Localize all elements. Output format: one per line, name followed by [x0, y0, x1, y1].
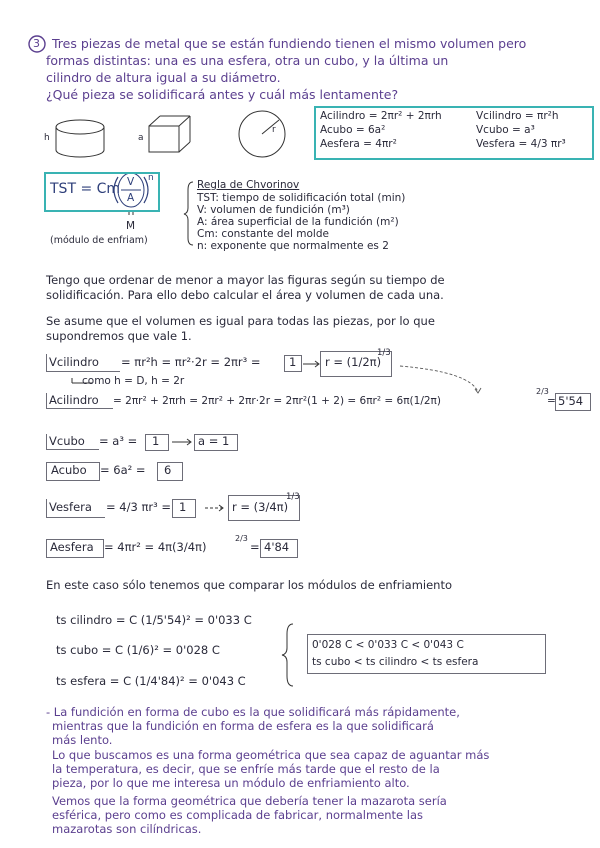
aesf-result: 4'84: [264, 540, 290, 554]
compare-values: 0'028 C < 0'033 C < 0'043 C: [312, 639, 464, 651]
intro-line-4: supondremos que vale 1.: [46, 329, 192, 343]
vesf-result: r = (3/4π): [232, 500, 289, 514]
vcubo-one: 1: [152, 434, 160, 448]
vcubo-label: Vcubo: [49, 434, 85, 448]
problem-line-2: formas distintas: una es una esfera, otra un cubo, y la última un: [46, 53, 449, 68]
vcil-result-exp: 1/3: [377, 348, 391, 358]
formula-area-cubo: Acubo = 6a²: [320, 124, 386, 136]
intro-line-1: Tengo que ordenar de menor a mayor las figuras según su tiempo de: [46, 273, 445, 287]
acubo-expr: = 6a² =: [100, 463, 146, 477]
sphere-r-label: r: [272, 125, 276, 135]
conclusion-3: más lento.: [52, 733, 113, 747]
def-tst: TST: tiempo de solidificación total (min): [197, 192, 406, 204]
formula-area-cilindro: Acilindro = 2πr² + 2πrh: [320, 110, 442, 122]
chvorinov-brace: [184, 182, 193, 245]
conclusion-1: - La fundición en forma de cubo es la que solidificará más rápidamente,: [46, 705, 460, 719]
def-n: n: exponente que normalmente es 2: [197, 240, 389, 252]
cube-figure: [149, 116, 190, 152]
acil-exp: 2/3: [536, 387, 549, 396]
acil-expr: = 2πr² + 2πrh = 2πr² + 2πr·2r = 2πr²(1 + 2) = 6πr² = 6π(1/2π): [113, 395, 441, 407]
acil-label: Acilindro: [49, 393, 99, 407]
ts-cilindro: ts cilindro = C (1/5'54)² = 0'033 C: [56, 613, 252, 627]
problem-number: 3: [33, 37, 40, 50]
acubo-result: 6: [164, 463, 172, 477]
aesf-expr: = 4πr² = 4π(3/4π): [104, 540, 207, 554]
vcil-label: Vcilindro: [49, 355, 99, 369]
sphere-figure: [239, 111, 285, 157]
conclusion-2: mientras que la fundición en forma de esfera es la que solidificará: [52, 719, 434, 733]
acubo-label: Acubo: [51, 463, 87, 477]
aesf-eq: =: [250, 540, 260, 554]
conclusion-5: la temperatura, es decir, que se enfríe más tarde que el resto de la: [52, 762, 440, 776]
cylinder-h-label: h: [44, 133, 50, 143]
def-a: A: área superficial de la fundición (m²): [197, 216, 399, 228]
problem-line-1: Tres piezas de metal que se están fundiendo tienen el mismo volumen pero: [52, 36, 527, 51]
cylinder-figure: [56, 120, 104, 157]
cube-a-label: a: [138, 133, 144, 143]
vcil-result: r = (1/2π): [325, 355, 382, 369]
modules-intro: En este caso sólo tenemos que comparar los módulos de enfriamiento: [46, 578, 453, 592]
problem-question: ¿Qué pieza se solidificará antes y cuál más lentamente?: [46, 87, 399, 102]
intro-line-2: solidificación. Para ello debo calcular el área y volumen de cada una.: [46, 288, 444, 302]
formula-vol-esfera: Vesfera = 4/3 πr³: [476, 138, 566, 150]
intro-line-3: Se asume que el volumen es igual para todas las piezas, por lo que: [46, 314, 435, 328]
results-brace: [282, 624, 293, 686]
def-v: V: volumen de fundición (m³): [197, 204, 350, 216]
vesf-expr: = 4/3 πr³ =: [106, 500, 172, 514]
conclusion-6: pieza, por lo que me interesa un módulo de enfriamiento alto.: [52, 776, 410, 790]
chvorinov-fraction-den: A: [127, 192, 135, 204]
chvorinov-fraction-num: V: [127, 176, 135, 188]
ts-cubo: ts cubo = C (1/6)² = 0'028 C: [56, 643, 220, 657]
vcil-expr: = πr²h = πr²·2r = 2πr³ =: [121, 355, 261, 369]
ts-esfera: ts esfera = C (1/4'84)² = 0'043 C: [56, 674, 246, 688]
vesf-one: 1: [179, 500, 187, 514]
problem-line-3: cilindro de altura igual a su diámetro.: [46, 70, 281, 85]
aesf-label: Aesfera: [50, 540, 94, 554]
acil-eq: =: [547, 395, 556, 407]
vesf-result-exp: 1/3: [286, 492, 300, 502]
chvorinov-formula: TST = Cm: [50, 181, 121, 197]
chvorinov-m: M: [126, 220, 136, 232]
vcil-one: 1: [289, 355, 297, 369]
formula-area-esfera: Aesfera = 4πr²: [320, 138, 397, 150]
acil-result: 5'54: [558, 394, 584, 408]
vcubo-expr: = a³ =: [99, 434, 138, 448]
aesf-exp: 2/3: [235, 534, 248, 543]
def-cm: Cm: constante del molde: [197, 228, 329, 240]
formula-vol-cubo: Vcubo = a³: [476, 124, 535, 136]
conclusion-4: Lo que buscamos es una forma geométrica que sea capaz de aguantar más: [52, 748, 490, 762]
rule-title: Regla de Chvorinov: [197, 179, 300, 191]
como-note: como h = D, h = 2r: [82, 375, 185, 387]
compare-order: ts cubo < ts cilindro < ts esfera: [312, 656, 479, 668]
vcubo-result: a = 1: [198, 434, 230, 448]
formula-vol-cilindro: Vcilindro = πr²h: [476, 110, 559, 122]
conclusion-7: Vemos que la forma geométrica que debería tener la mazarota sería: [52, 794, 447, 808]
vesf-label: Vesfera: [49, 500, 92, 514]
conclusion-9: mazarotas son cilíndricas.: [52, 822, 202, 836]
chvorinov-exponent: n: [148, 173, 154, 183]
chvorinov-modulo: (módulo de enfriam): [50, 235, 148, 246]
conclusion-8: esférica, pero como es complicada de fabricar, normalmente las: [52, 808, 424, 822]
